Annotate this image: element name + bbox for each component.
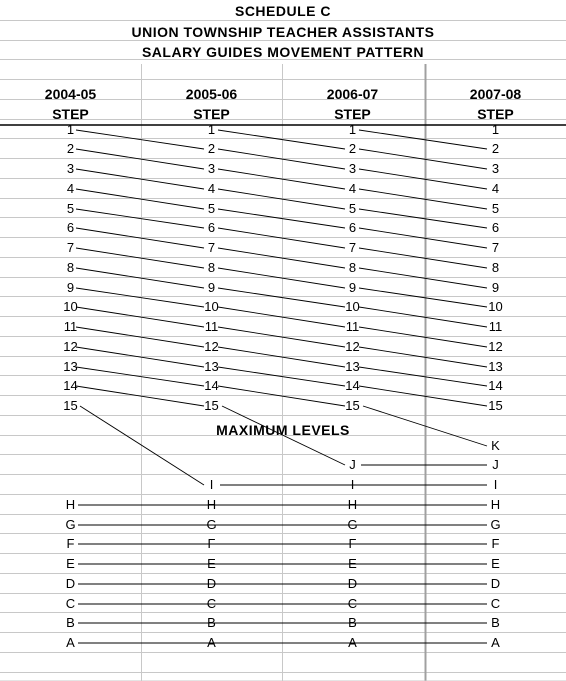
step-cell: 13 [63,359,78,374]
step-cell: 12 [204,339,219,354]
step-cell: B [348,615,357,630]
step-cell: 10 [204,299,219,314]
step-cell: C [65,596,76,611]
step-cell: C [206,596,217,611]
step-cell: K [491,438,500,453]
step-cell: 12 [63,339,78,354]
step-cell: 13 [345,359,360,374]
step-cell: 3 [66,161,75,176]
step-cell: 11 [345,319,360,334]
step-cell: B [491,615,500,630]
step-cell: 1 [491,122,500,137]
step-cell: B [207,615,216,630]
step-cell: E [491,556,500,571]
step-cell: H [65,497,76,512]
step-cell: B [66,615,75,630]
step-cell: 7 [348,240,357,255]
step-cell: 6 [348,220,357,235]
step-cell: 4 [491,181,500,196]
step-cell: 1 [348,122,357,137]
step-cell: D [65,576,76,591]
step-cell: D [490,576,501,591]
step-cell: 8 [348,260,357,275]
step-cell: G [347,517,358,532]
step-cell: J [492,457,499,472]
step-cell: 9 [348,280,357,295]
step-cell: 14 [204,378,219,393]
step-cell: 6 [207,220,216,235]
step-cell: 3 [491,161,500,176]
step-cell: 15 [204,398,219,413]
step-cell: H [490,497,501,512]
step-cell: 14 [488,378,503,393]
step-cell: F [491,536,500,551]
step-cell: 7 [491,240,500,255]
step-header: STEP [193,106,230,122]
step-cell: E [66,556,75,571]
step-cell: 4 [348,181,357,196]
step-cell: C [490,596,501,611]
step-cell: 10 [345,299,360,314]
step-cell: 1 [207,122,216,137]
step-cell: H [347,497,358,512]
step-cell: 8 [66,260,75,275]
step-cell: 2 [348,141,357,156]
step-cell: 11 [204,319,219,334]
step-cell: 3 [207,161,216,176]
schedule-description: SALARY GUIDES MOVEMENT PATTERN [141,44,425,60]
step-cell: A [66,635,75,650]
step-cell: E [348,556,357,571]
step-cell: 4 [66,181,75,196]
step-cell: A [348,635,357,650]
step-cell: I [209,477,214,492]
step-cell: G [490,517,501,532]
step-header: STEP [334,106,371,122]
step-cell: 1 [66,122,75,137]
step-cell: G [65,517,76,532]
step-cell: 9 [491,280,500,295]
step-cell: 14 [345,378,360,393]
step-cell: 5 [66,201,75,216]
year-header-2004-05: 2004-05 [44,86,97,102]
step-cell: A [491,635,500,650]
step-cell: 15 [345,398,360,413]
step-cell: 10 [63,299,78,314]
step-cell: F [66,536,75,551]
step-cell: G [206,517,217,532]
maximum-levels-label: MAXIMUM LEVELS [216,422,350,438]
step-cell: 7 [207,240,216,255]
step-cell: C [347,596,358,611]
year-header-2006-07: 2006-07 [326,86,379,102]
step-cell: I [493,477,498,492]
step-cell: 2 [66,141,75,156]
step-cell: 13 [488,359,503,374]
step-cell: 3 [348,161,357,176]
step-cell: 10 [488,299,503,314]
step-cell: D [206,576,217,591]
step-cell: J [349,457,356,472]
step-cell: D [347,576,358,591]
step-cell: I [350,477,355,492]
year-header-2005-06: 2005-06 [185,86,238,102]
step-cell: 6 [66,220,75,235]
step-cell: A [207,635,216,650]
step-cell: F [348,536,357,551]
step-cell: F [207,536,216,551]
schedule-subtitle: UNION TOWNSHIP TEACHER ASSISTANTS [131,24,435,40]
step-cell: 12 [488,339,503,354]
step-cell: 2 [491,141,500,156]
step-cell: 15 [488,398,503,413]
step-cell: E [207,556,216,571]
step-cell: 8 [207,260,216,275]
step-cell: 13 [204,359,219,374]
step-cell: 2 [207,141,216,156]
step-cell: 9 [207,280,216,295]
step-header: STEP [52,106,89,122]
step-cell: 5 [491,201,500,216]
step-cell: 12 [345,339,360,354]
schedule-title: SCHEDULE C [234,3,331,19]
step-cell: H [206,497,217,512]
step-cell: 5 [348,201,357,216]
step-cell: 8 [491,260,500,275]
step-cell: 11 [63,319,78,334]
year-header-2007-08: 2007-08 [469,86,522,102]
step-cell: 5 [207,201,216,216]
step-cell: 6 [491,220,500,235]
step-header: STEP [477,106,514,122]
step-cell: 4 [207,181,216,196]
step-cell: 14 [63,378,78,393]
step-cell: 7 [66,240,75,255]
step-cell: 9 [66,280,75,295]
step-cell: 15 [63,398,78,413]
step-cell: 11 [488,319,503,334]
